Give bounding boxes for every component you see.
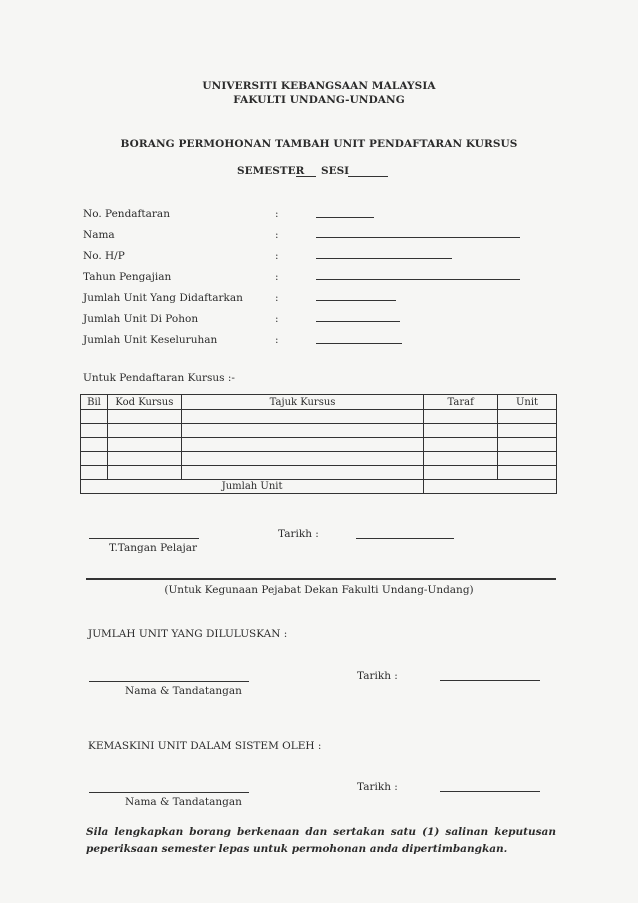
field-label: No. H/P <box>83 250 125 262</box>
semester-blank[interactable] <box>296 176 316 177</box>
field-colon: : <box>275 250 279 262</box>
field-label: No. Pendaftaran <box>83 208 170 220</box>
column-header: Tajuk Kursus <box>181 395 423 410</box>
table-cell[interactable] <box>107 452 181 466</box>
updater-name-label: Nama & Tandatangan <box>125 796 242 808</box>
table-cell[interactable] <box>81 438 108 452</box>
approver-date-line[interactable] <box>440 680 540 681</box>
table-row <box>81 466 557 480</box>
table-cell[interactable] <box>498 438 557 452</box>
table-cell[interactable] <box>424 452 498 466</box>
table-cell[interactable] <box>181 466 423 480</box>
table-cell[interactable] <box>498 466 557 480</box>
unit-didaftarkan-blank[interactable] <box>316 300 396 301</box>
table-cell[interactable] <box>424 410 498 424</box>
table-cell[interactable] <box>181 452 423 466</box>
updater-signature-line[interactable] <box>89 792 249 793</box>
sesi-label: SESI <box>321 165 350 177</box>
approver-signature-line[interactable] <box>89 681 249 682</box>
table-cell[interactable] <box>81 452 108 466</box>
registration-intro: Untuk Pendaftaran Kursus :- <box>83 372 235 384</box>
table-cell[interactable] <box>107 424 181 438</box>
unit-dipohon-blank[interactable] <box>316 321 400 322</box>
no-hp-blank[interactable] <box>316 258 452 259</box>
column-header: Bil <box>81 395 108 410</box>
table-cell[interactable] <box>424 424 498 438</box>
faculty-name: FAKULTI UNDANG-UNDANG <box>233 94 405 106</box>
table-cell[interactable] <box>107 466 181 480</box>
table-row <box>81 424 557 438</box>
table-cell[interactable] <box>107 438 181 452</box>
table-cell[interactable] <box>498 452 557 466</box>
table-row <box>81 410 557 424</box>
table-cell[interactable] <box>181 424 423 438</box>
table-header-row <box>81 395 557 410</box>
student-signature-label: T.Tangan Pelajar <box>109 542 198 554</box>
field-label: Jumlah Unit Yang Didaftarkan <box>83 292 243 304</box>
total-value-cell[interactable] <box>424 480 557 494</box>
office-use-caption: (Untuk Kegunaan Pejabat Dekan Fakulti Undang-Undang) <box>164 584 474 596</box>
table-cell[interactable] <box>107 410 181 424</box>
updater-date-line[interactable] <box>440 791 540 792</box>
table-cell[interactable] <box>424 438 498 452</box>
field-label: Tahun Pengajian <box>83 271 172 283</box>
column-header: Kod Kursus <box>107 395 181 410</box>
field-colon: : <box>275 208 279 220</box>
field-colon: : <box>275 229 279 241</box>
table-cell[interactable] <box>81 466 108 480</box>
table-cell[interactable] <box>498 424 557 438</box>
table-cell[interactable] <box>81 410 108 424</box>
total-label: Jumlah Unit <box>81 480 424 494</box>
university-name: UNIVERSITI KEBANGSAAN MALAYSIA <box>202 80 436 92</box>
table-row <box>81 438 557 452</box>
field-colon: : <box>275 334 279 346</box>
column-header: Unit <box>498 395 557 410</box>
student-date-line[interactable] <box>356 538 454 539</box>
tahun-pengajian-blank[interactable] <box>316 279 520 280</box>
unit-keseluruhan-blank[interactable] <box>316 343 402 344</box>
nama-blank[interactable] <box>316 237 520 238</box>
field-colon: : <box>275 271 279 283</box>
sesi-blank[interactable] <box>348 176 388 177</box>
table-cell[interactable] <box>424 466 498 480</box>
no-pendaftaran-blank[interactable] <box>316 217 374 218</box>
section-divider <box>86 578 556 580</box>
updater-date-label: Tarikh : <box>357 781 398 793</box>
course-registration-table <box>80 394 557 494</box>
field-label: Nama <box>83 229 115 241</box>
student-date-label: Tarikh : <box>278 528 319 540</box>
column-header: Taraf <box>424 395 498 410</box>
semester-label: SEMESTER <box>237 165 305 177</box>
table-cell[interactable] <box>498 410 557 424</box>
approver-date-label: Tarikh : <box>357 670 398 682</box>
student-signature-line[interactable] <box>89 538 199 539</box>
system-update-label: KEMASKINI UNIT DALAM SISTEM OLEH : <box>88 740 322 752</box>
table-row <box>81 452 557 466</box>
form-title: BORANG PERMOHONAN TAMBAH UNIT PENDAFTARAN KURSUS <box>120 138 518 150</box>
field-colon: : <box>275 292 279 304</box>
table-cell[interactable] <box>81 424 108 438</box>
field-label: Jumlah Unit Di Pohon <box>83 313 199 325</box>
table-cell[interactable] <box>181 438 423 452</box>
approved-units-label: JUMLAH UNIT YANG DILULUSKAN : <box>88 628 288 640</box>
field-colon: : <box>275 313 279 325</box>
field-label: Jumlah Unit Keseluruhan <box>83 334 218 346</box>
instruction-note: Sila lengkapkan borang berkenaan dan sertakan satu (1) salinan keputusan peperiksaan semester lepas untuk permohonan anda dipertimbangkan. <box>86 826 556 855</box>
table-total-row <box>81 480 557 494</box>
table-cell[interactable] <box>181 410 423 424</box>
approver-name-label: Nama & Tandatangan <box>125 685 242 697</box>
